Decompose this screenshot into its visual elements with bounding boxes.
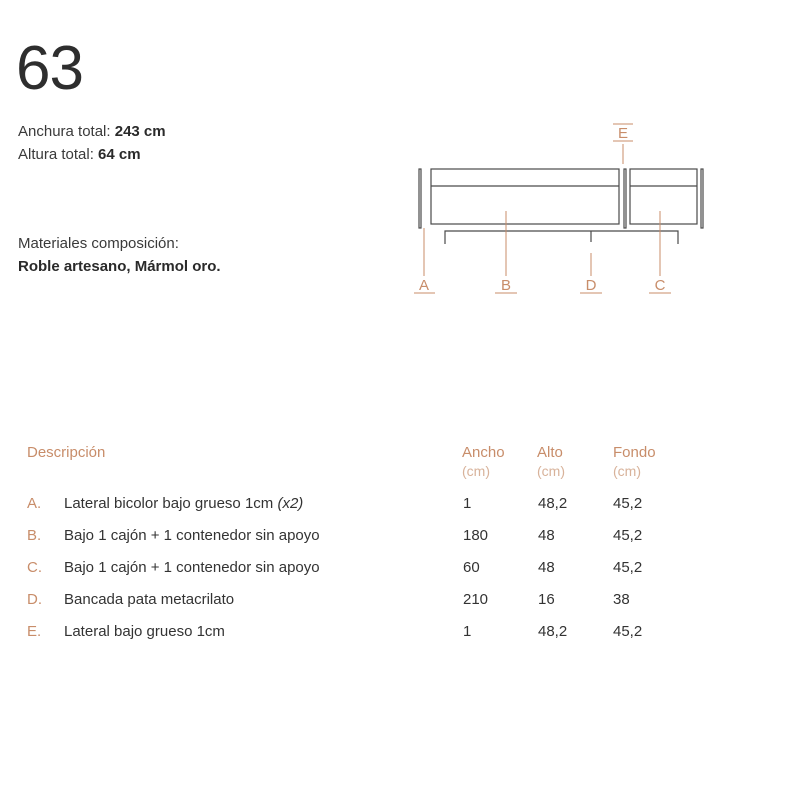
row-alto: 48,2: [538, 495, 568, 512]
total-height: [18, 145, 141, 165]
row-alto: 48,2: [538, 623, 568, 640]
total-width-label: Anchura total:: [18, 123, 111, 140]
row-description: Bancada pata metacrilato: [64, 591, 235, 608]
row-fondo: 45,2: [613, 527, 643, 544]
header-descripcion: Descripción: [27, 444, 106, 461]
row-fondo: 45,2: [613, 559, 643, 576]
unit-b-outline: [431, 169, 619, 224]
header-fondo-label: Fondo: [613, 444, 656, 461]
header-ancho-label: Ancho: [462, 444, 505, 461]
table-row: [0, 524, 800, 548]
table-row: [0, 492, 800, 516]
header-alto-unit: (cm): [537, 463, 565, 479]
bench-d-outline: [445, 231, 678, 244]
total-width: [18, 122, 166, 142]
diagram-labels: [419, 125, 666, 294]
row-alto: 16: [538, 591, 555, 608]
row-fondo: 38: [613, 591, 630, 608]
table-row: [0, 620, 800, 644]
total-height-label: Altura total:: [18, 146, 94, 163]
header-fondo-unit: (cm): [613, 463, 641, 479]
row-alto: 48: [538, 527, 555, 544]
row-description-text: Lateral bicolor bajo grueso 1cm: [64, 495, 278, 512]
side-panel-a-mid: [624, 169, 626, 228]
row-letter: E.: [27, 623, 42, 640]
side-panel-a-left: [419, 169, 421, 228]
row-letter: D.: [27, 591, 42, 608]
row-letter: C.: [27, 559, 42, 576]
total-height-value: 64 cm: [98, 146, 141, 163]
table-row: [0, 588, 800, 612]
label-b: B: [500, 277, 512, 294]
header-alto: [537, 443, 565, 481]
materials-label: Materiales composición:: [18, 235, 179, 252]
row-ancho: 1: [463, 495, 472, 512]
materials-value: Roble artesano, Mármol oro.: [18, 258, 221, 275]
row-fondo: 45,2: [613, 495, 643, 512]
row-description: Bajo 1 cajón + 1 contenedor sin apoyo: [64, 559, 320, 576]
label-d: D: [585, 277, 597, 294]
furniture-diagram: [410, 118, 710, 303]
total-width-value: 243 cm: [114, 123, 166, 140]
label-a: A: [418, 277, 430, 294]
label-e: E: [617, 125, 629, 142]
header-alto-label: Alto: [537, 444, 563, 461]
label-c: C: [654, 277, 666, 294]
table-row: [0, 556, 800, 580]
row-alto: 48: [538, 559, 555, 576]
row-letter: A.: [27, 495, 42, 512]
row-ancho: 180: [463, 527, 489, 544]
header-fondo: [613, 443, 656, 481]
row-description: Bajo 1 cajón + 1 contenedor sin apoyo: [64, 527, 320, 544]
row-ancho: 1: [463, 623, 472, 640]
row-letter: B.: [27, 527, 42, 544]
model-number: 63: [16, 34, 83, 103]
dimension-markers: [414, 124, 671, 293]
header-ancho-unit: (cm): [462, 463, 490, 479]
side-panel-e: [701, 169, 703, 228]
unit-c-outline: [630, 169, 697, 224]
header-ancho: [462, 443, 505, 481]
row-description-note: (x2): [277, 495, 304, 512]
row-ancho: 60: [463, 559, 480, 576]
row-description: [64, 492, 303, 516]
row-fondo: 45,2: [613, 623, 643, 640]
row-description: Lateral bajo grueso 1cm: [64, 623, 225, 640]
row-ancho: 210: [463, 591, 489, 608]
